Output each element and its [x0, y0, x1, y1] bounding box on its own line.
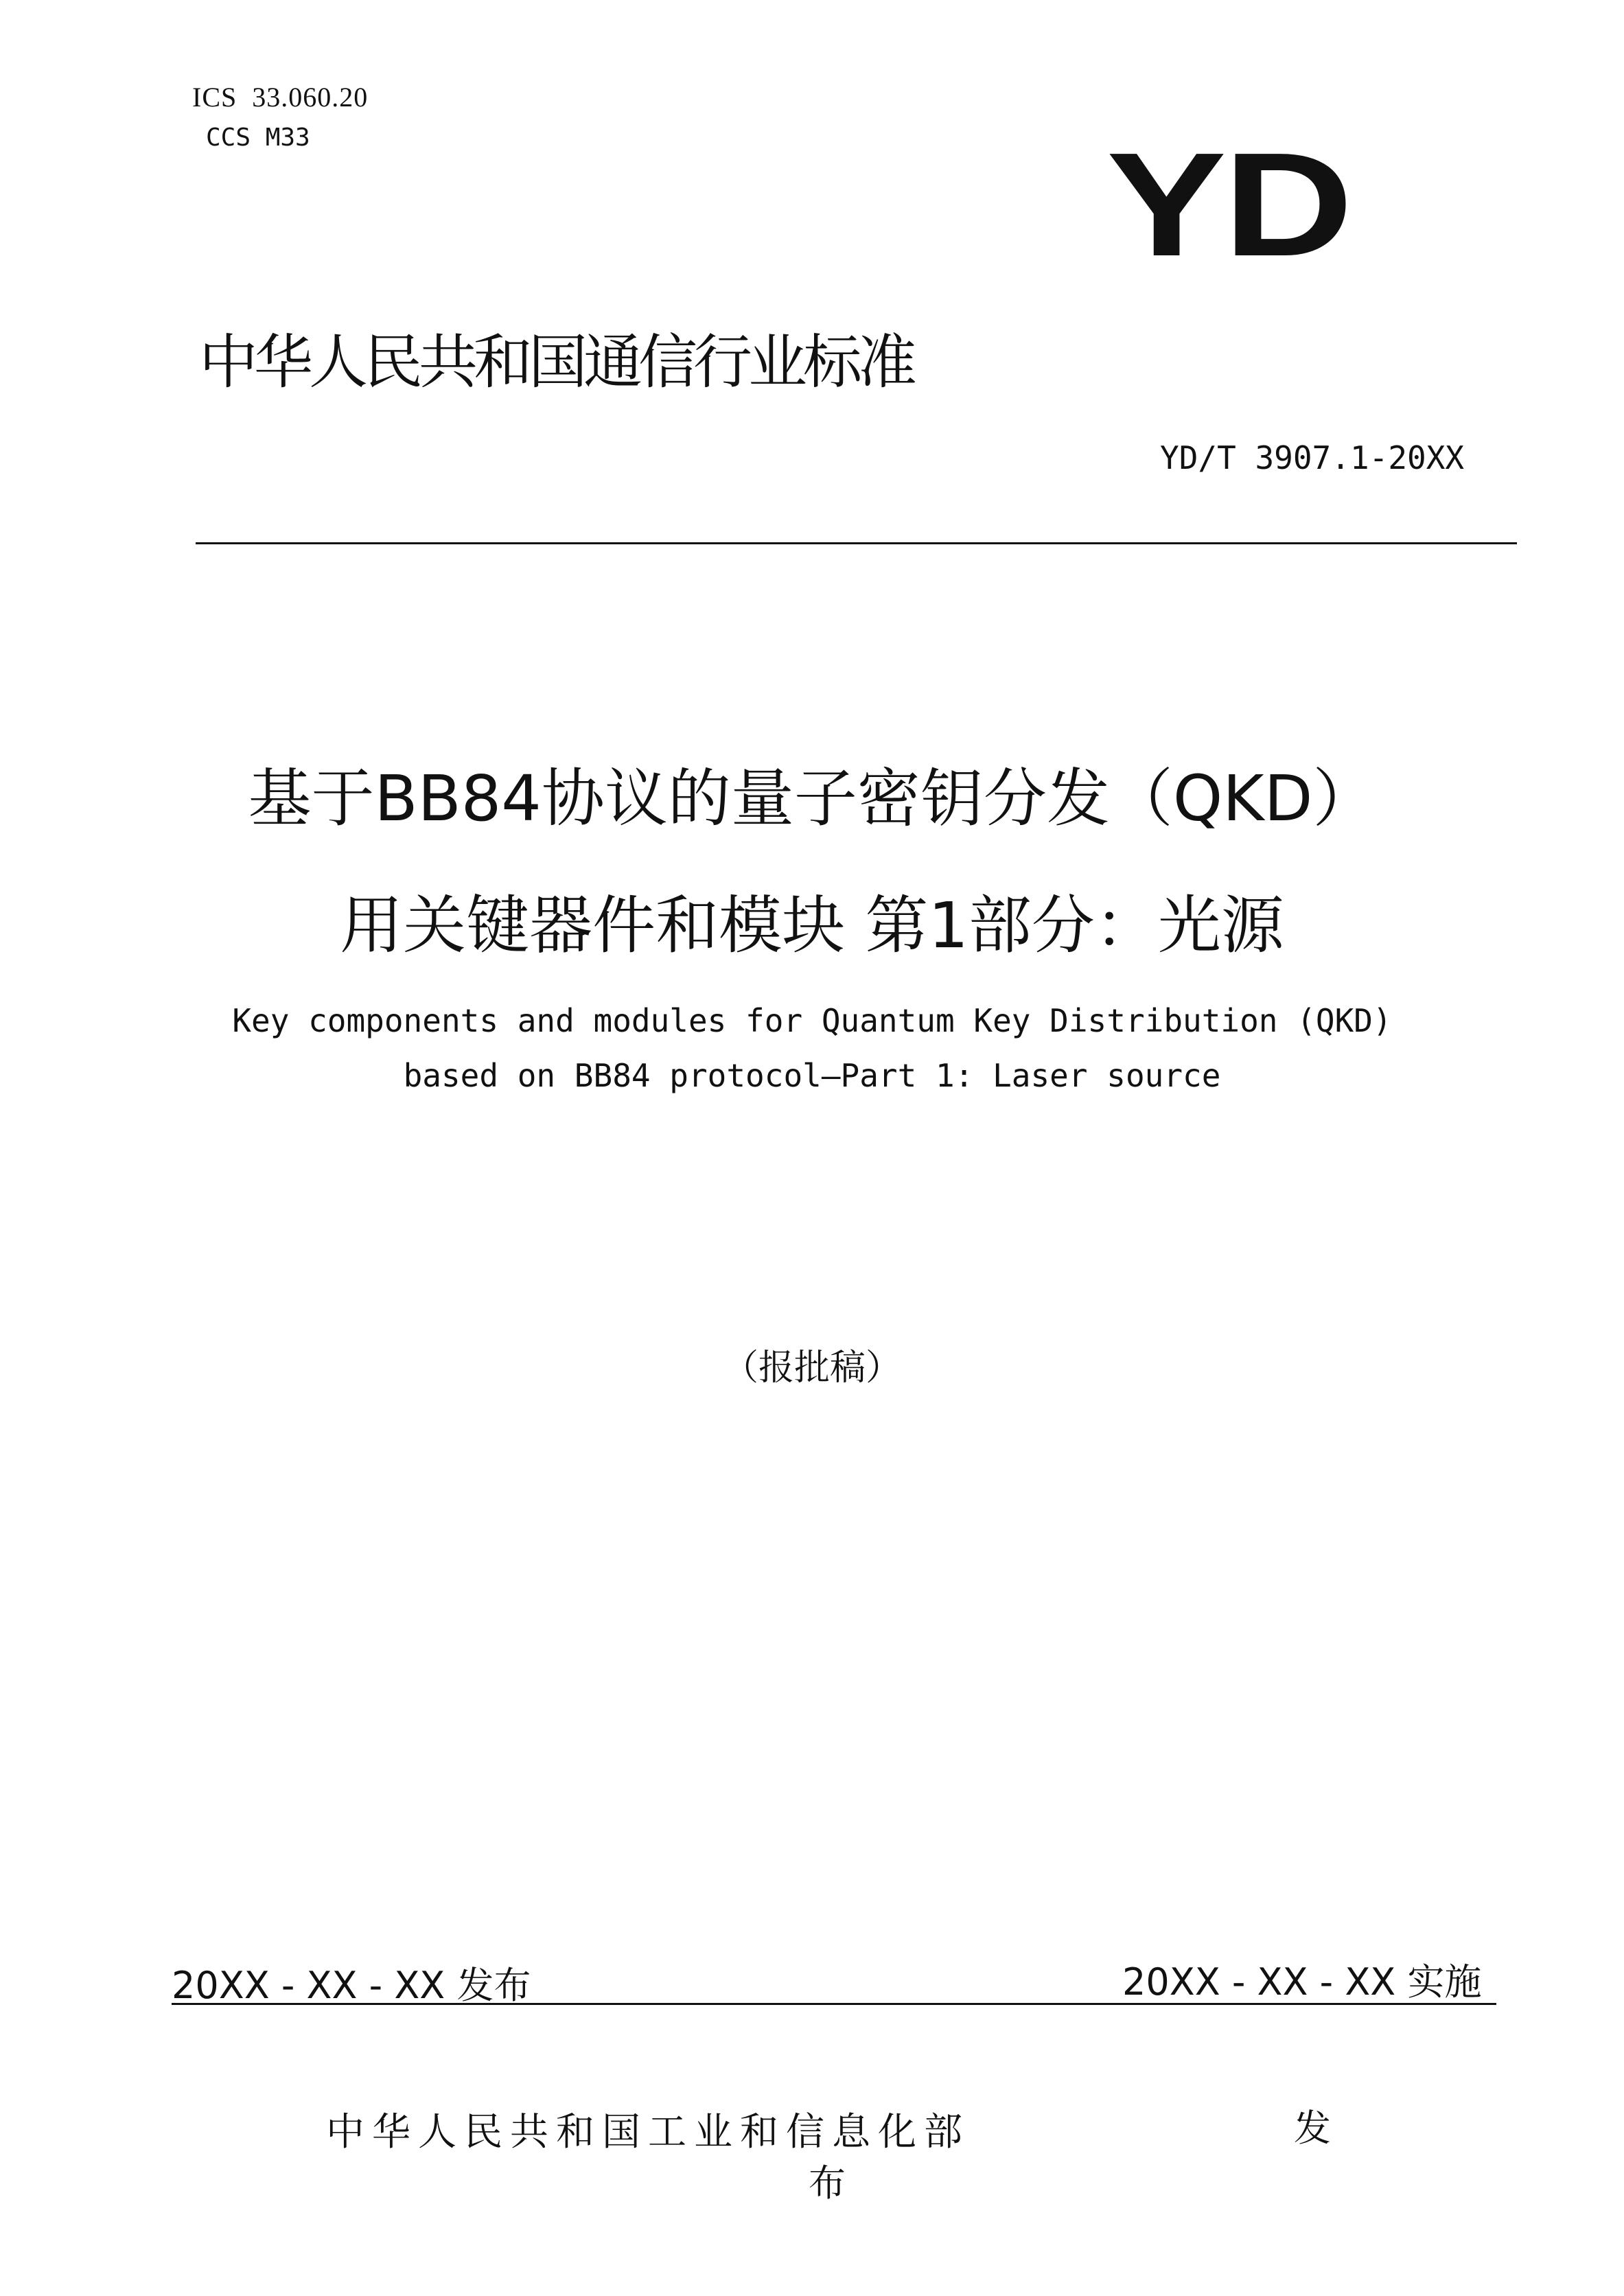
issuing-ministry: 中华人民共和国工业和信息化部 [326, 2110, 970, 2155]
header-divider [196, 542, 1517, 544]
title-cn-line-2: 用关键器件和模块 第1部分：光源 [340, 889, 1284, 962]
issue-label-part-2: 布 [809, 2161, 846, 2205]
implement-date: 20XX - XX - XX 实施 [1122, 1960, 1482, 2004]
publish-date: 20XX - XX - XX 发布 [172, 1964, 531, 2007]
footer-divider [172, 2003, 1496, 2005]
yd-logo: YD [1106, 121, 1350, 287]
title-cn-line-1: 基于BB84协议的量子密钥分发（QKD） [248, 762, 1376, 835]
industry-standard-title: 中华人民共和国通信行业标准 [199, 328, 913, 397]
title-en-line-2: based on BB84 protocol—Part 1: Laser source [403, 1057, 1221, 1094]
draft-status: （报批稿） [722, 1347, 901, 1389]
standard-number: YD/T 3907.1-20XX [1160, 439, 1465, 476]
ics-code: ICS 33.060.20 [192, 82, 369, 113]
ccs-code: CCS M33 [206, 124, 310, 152]
title-en-line-1: Key components and modules for Quantum Key Distribution (QKD) [232, 1002, 1392, 1039]
issue-label-part-1: 发 [1294, 2107, 1331, 2150]
